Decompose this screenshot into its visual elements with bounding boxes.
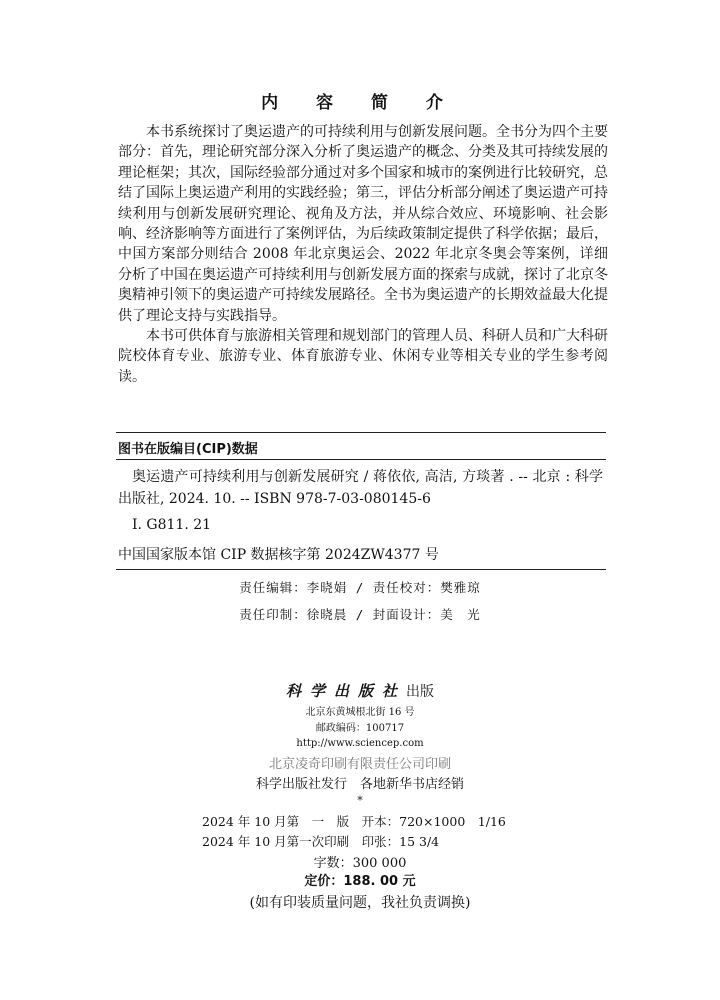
printer-line: 北京凌奇印刷有限责任公司印刷: [268, 757, 451, 772]
publisher-address: 北京东黄城根北街 16 号: [305, 707, 415, 718]
separator-star: *: [357, 794, 363, 807]
publisher-line: [0, 680, 720, 701]
content-summary: [118, 122, 608, 387]
credits-editors: 责任编辑：李晓娟 / 责任校对：樊雅琼: [239, 580, 481, 595]
credits-production: 责任印制：徐晓晨 / 封面设计：美 光: [239, 607, 481, 622]
publisher-postcode: 邮政编码：100717: [315, 723, 405, 734]
cip-heading-rule: [116, 459, 606, 460]
cip-record: [118, 466, 603, 566]
price: 定价：188. 00 元: [304, 874, 416, 889]
printing-spec: 2024 年 10 月第一次印刷 印张：15 3/4: [202, 834, 440, 849]
cip-classification: Ⅰ. G811. 21: [132, 517, 212, 533]
distribution-line: 科学出版社发行 各地新华书店经销: [255, 777, 464, 792]
publisher-name: 科学出版社: [285, 682, 406, 700]
cip-bottom-rule: [116, 569, 606, 570]
summary-paragraph: 本书系统探讨了奥运遗产的可持续利用与创新发展问题。全书分为四个主要部分：首先，理论研究部分深入分析了奥运遗产的概念、分类及其可持续发展的理论框架；其次，国际经验部分通过对多个国家和城市的案例进行比较研究，总结了国际上奥运遗产利用的实践经验；第三，评估分析部分阐述了奥运遗产可持续利用与创新发展研究理论、视角及方法，并从综合效应、环境影响、社会影响、经济影响等方面进行了案例评估，为后续政策制定提供了科学依据；最后，中国方案部分则结合 2008 年北京奥运会、2022 年北京冬奥会等案例，详细分析了中国在奥运遗产可持续利用与创新发展方面的探索与成就，探讨了北京冬奥精神引领下的奥运遗产可持续发展路径。全书为奥运遗产的长期效益最大化提供了理论支持与实践指导。: [118, 124, 608, 324]
cip-approval-number: 中国国家版本馆 CIP 数据核字第 2024ZW4377 号: [118, 547, 439, 563]
summary-paragraph: 本书可供体育与旅游相关管理和规划部门的管理人员、科研人员和广大科研院校体育专业、旅游专业、体育旅游专业、休闲专业等相关专业的学生参考阅读。: [118, 328, 608, 385]
quality-notice: (如有印装质量问题，我社负责调换): [249, 895, 471, 911]
publisher-website: http://www.sciencep.com: [296, 738, 424, 749]
edition-spec: 2024 年 10 月第 一 版 开本：720×1000 1/16: [202, 814, 506, 829]
word-count: 字数：300 000: [313, 856, 407, 871]
cip-heading: 图书在版编目(CIP)数据: [118, 442, 258, 457]
cip-top-rule: [116, 432, 606, 433]
publisher-suffix: 出版: [406, 684, 434, 700]
cip-description: 奥运遗产可持续利用与创新发展研究 / 蒋依依, 高洁, 方琰著 . -- 北京 : 科学出版社, 2024. 10. -- ISBN 978-7-03-080145-6: [118, 469, 603, 507]
page-title: 内 容 简 介: [261, 93, 459, 113]
